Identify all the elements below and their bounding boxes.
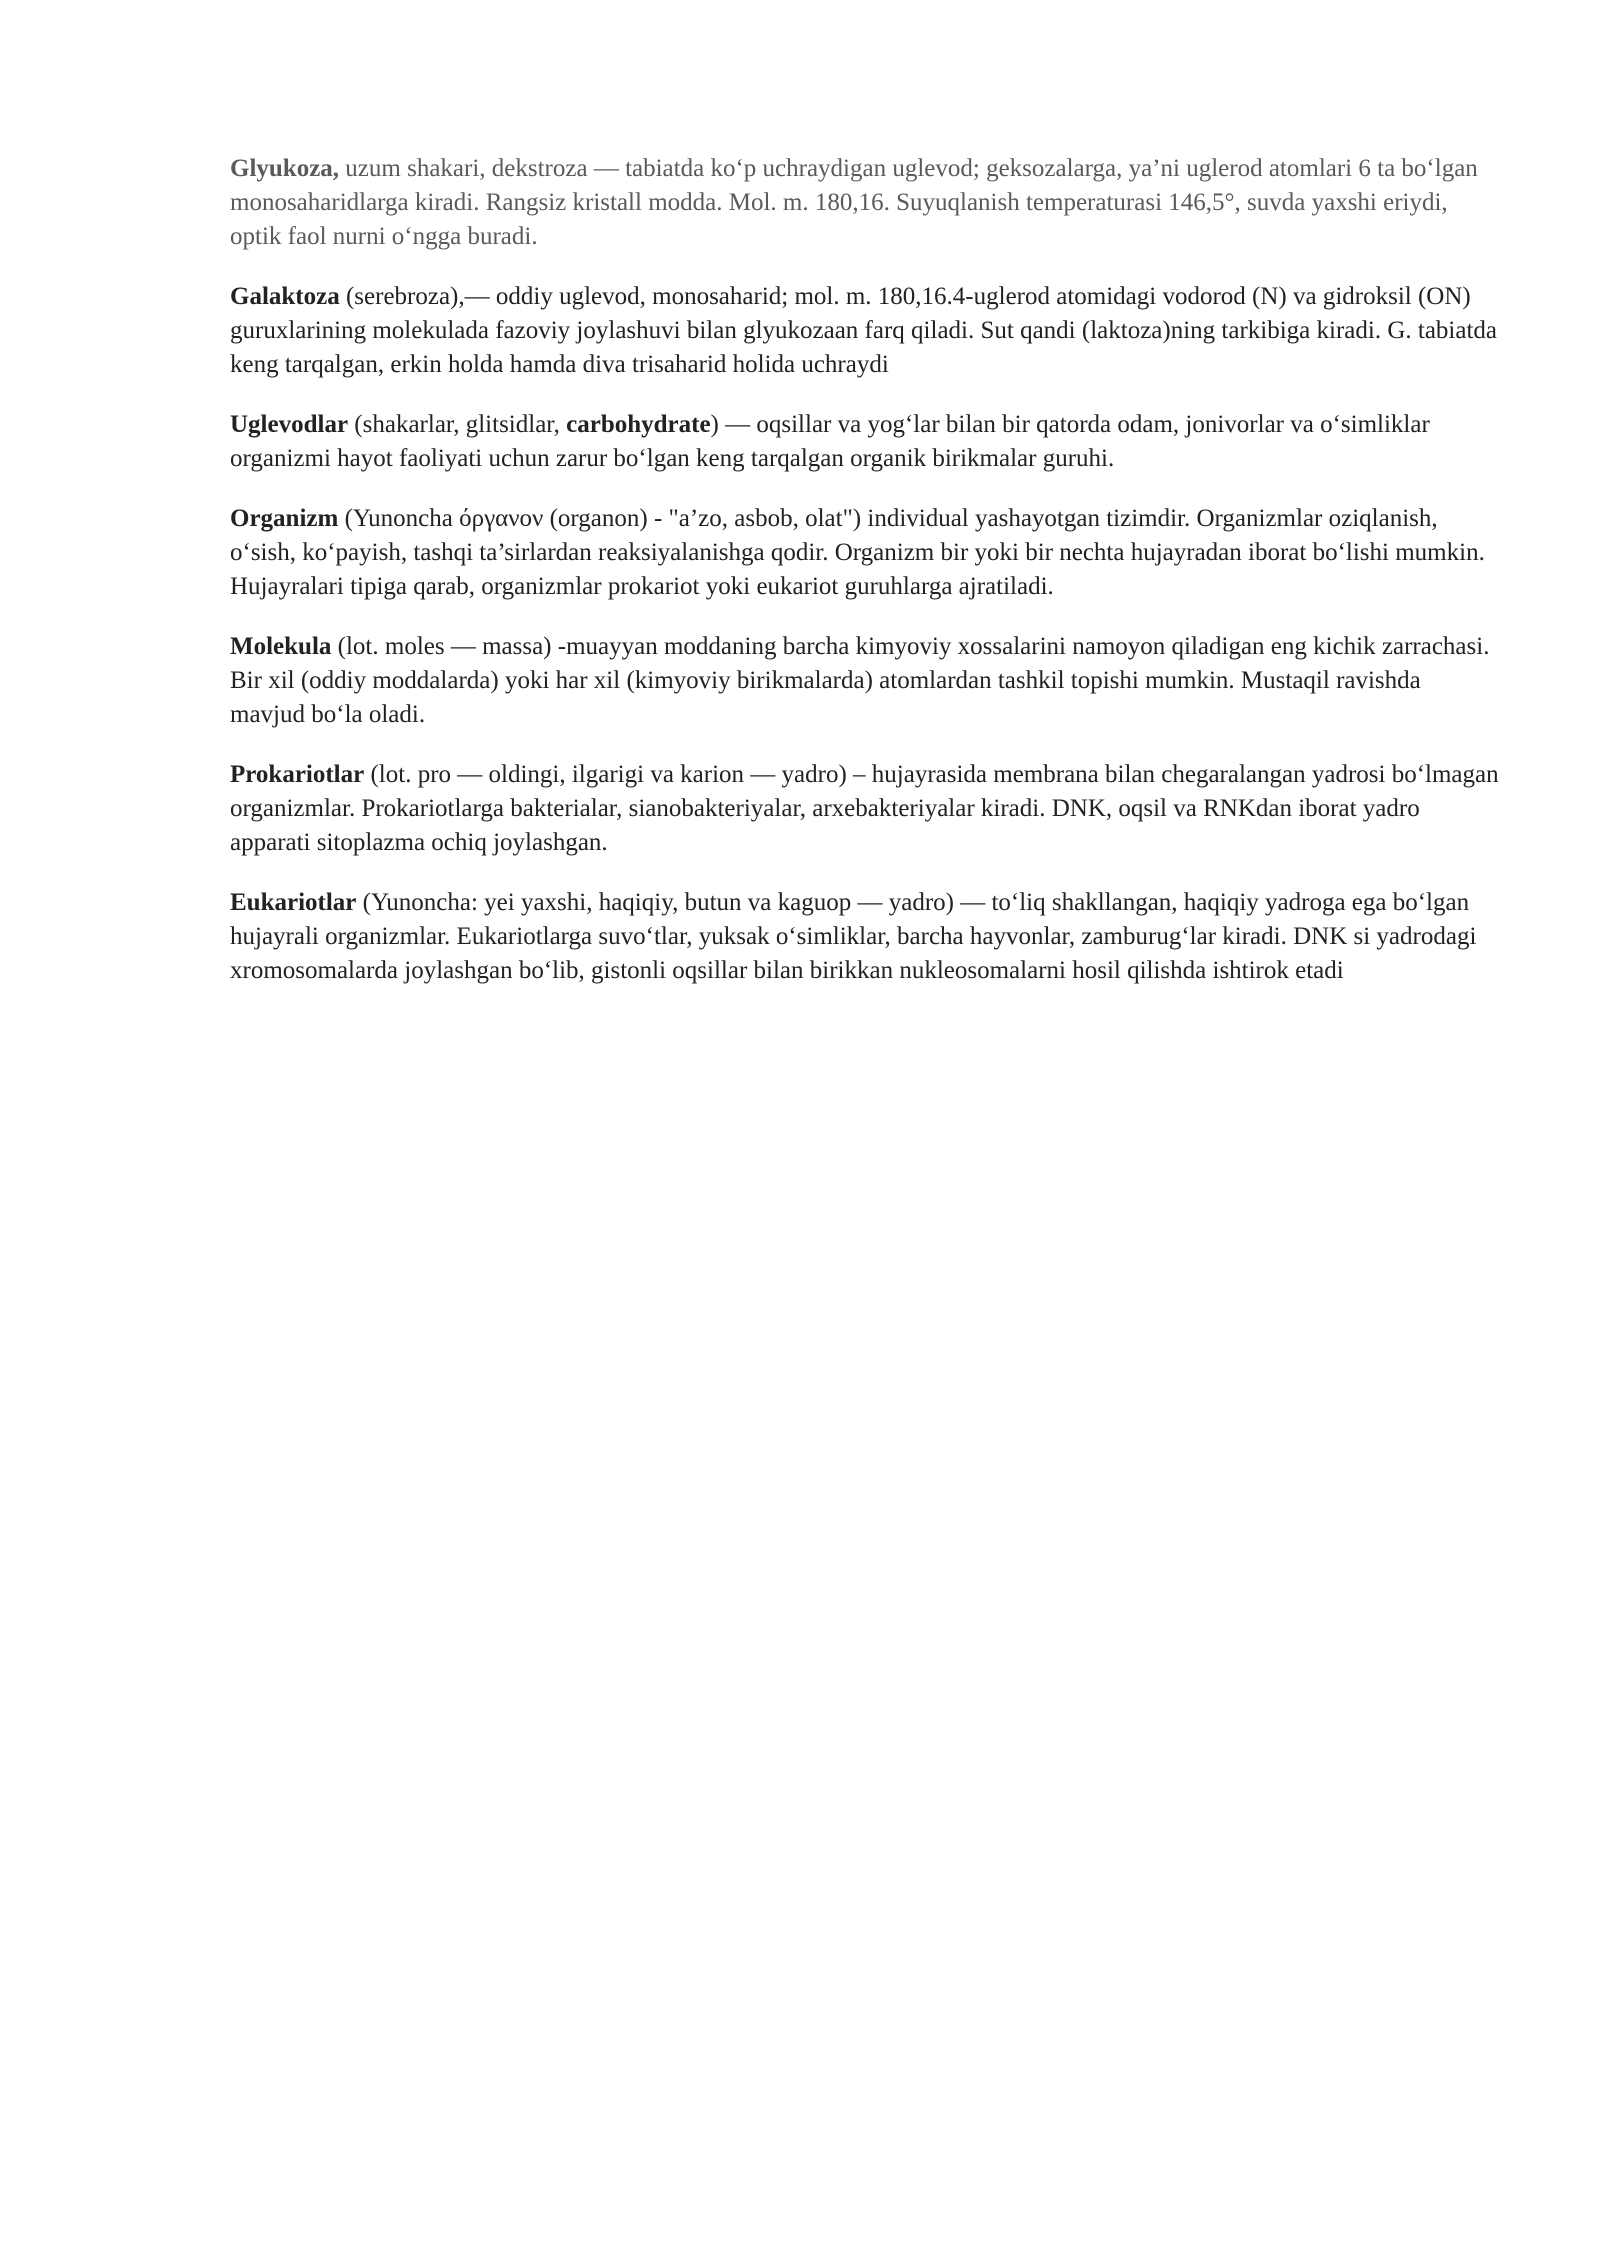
entry-molekula xyxy=(230,630,1500,732)
entry-text: (lot. moles — massa) -muayyan moddaning barcha kimyoviy xossalarini namoyon qiladigan eng kichik zarrachasi. Bir xil (oddiy moddalarda) yoki har xil (kimyoviy birikmalarda) atomlardan tashkil topishi mumkin. Mustaqil ravishda mavjud bo‘la oladi. xyxy=(230,633,1490,728)
entry-text: (lot. pro — oldingi, ilgarigi va karion — yadro) – hujayrasida membrana bilan chegaralangan yadrosi bo‘lmagan organizmlar. Prokariotlarga bakterialar, sianobakteriyalar, arxebakteriyalar kiradi. DNK, oqsil va RNKdan iborat yadro apparati sitoplazma ochiq joylashgan. xyxy=(230,761,1499,856)
entry-text: uzum shakari, dekstroza — tabiatda ko‘p uchraydigan uglevod; geksozalarga, ya’ni uglerod atomlari 6 ta bo‘lgan monosaharidlarga kiradi. Rangsiz kristall modda. Mol. m. 180,16. Suyuqlanish temperaturasi 146,5°, suvda yaxshi eriydi, optik faol nurni o‘ngga buradi. xyxy=(230,155,1478,250)
entry-uglevodlar xyxy=(230,408,1500,476)
entry-prokariotlar xyxy=(230,758,1500,860)
entry-emphasis: carbohydrate xyxy=(566,411,711,438)
entry-galaktoza xyxy=(230,280,1500,382)
entry-text: (Yunoncha: yei yaxshi, haqiqiy, butun va kaguop — yadro) — to‘liq shakllangan, haqiqiy yadroga ega bo‘lgan hujayrali organizmlar. Eukariotlarga suvo‘tlar, yuksak o‘simliklar, barcha hayvonlar, zamburug‘lar kiradi. DNK si yadrodagi xromosomalarda joylashgan bo‘lib, gistonli oqsillar bilan birikkan nukleosomalarni hosil qilishda ishtirok etadi xyxy=(230,889,1477,984)
entry-term: Uglevodlar xyxy=(230,411,349,438)
entry-term: Organizm xyxy=(230,505,339,532)
entry-term: Molekula xyxy=(230,633,332,660)
entry-glyukoza xyxy=(230,152,1500,254)
entry-term: Prokariotlar xyxy=(230,761,365,788)
entry-term: Eukariotlar xyxy=(230,889,357,916)
entry-eukariotlar xyxy=(230,886,1500,988)
entry-text: (serebroza),— oddiy uglevod, monosaharid; mol. m. 180,16.4-uglerod atomidagi vodorod (N) va gidroksil (ON) guruxlarining molekulada fazoviy joylashuvi bilan glyukozaan farq qiladi. Sut qandi (laktoza)ning tarkibiga kiradi. G. tabiatda keng tarqalgan, erkin holda hamda diva trisaharid holida uchraydi xyxy=(230,283,1498,378)
entry-organizm xyxy=(230,502,1500,604)
entry-term: Glyukoza, xyxy=(230,155,340,182)
entry-text: (shakarlar, glitsidlar, xyxy=(348,411,567,438)
document-page xyxy=(230,152,1500,1014)
entry-text: (Yunoncha όργανον (organon) - "a’zo, asbob, olat") individual yashayotgan tizimdir. Organizmlar oziqlanish, o‘sish, ko‘payish, tashqi ta’sirlardan reaksiyalanishga qodir. Organizm bir yoki bir nechta hujayradan iborat bo‘lishi mumkin. Hujayralari tipiga qarab, organizmlar prokariot yoki eukariot guruhlarga ajratiladi. xyxy=(230,505,1485,600)
entry-term: Galaktoza xyxy=(230,283,340,310)
entry-text: ) — oqsillar va yog‘lar bilan bir qatorda odam, jonivorlar va o‘simliklar organizmi hayot faoliyati uchun zarur bo‘lgan keng tarqalgan organik birikmalar guruhi. xyxy=(230,411,1430,472)
